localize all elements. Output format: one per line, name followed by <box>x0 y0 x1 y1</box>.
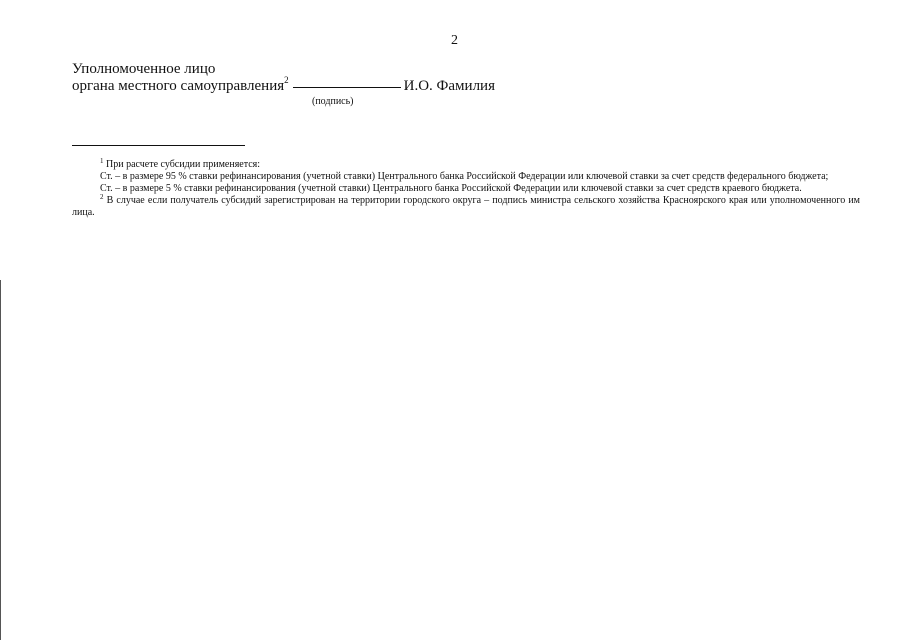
page-number: 2 <box>451 33 458 48</box>
footnote-1-item-regional: Ст. – в размере 5 % ставки рефинансирования (учетной ставки) Центрального банка Российской Федерации или ключевой ставки за счет средств краевого бюджета. <box>100 183 802 194</box>
footnote-1-item-federal: Ст. – в размере 95 % ставки рефинансирования (учетной ставки) Центрального банка Российской Федерации или ключевой ставки за счет средств федерального бюджета; <box>100 171 829 182</box>
footnotes <box>72 159 860 219</box>
footnote-1-intro-text: При расчете субсидии применяется: <box>106 159 261 170</box>
footnote-ref-2: 2 <box>284 75 289 85</box>
signatory-title-text: органа местного самоуправления <box>72 78 285 94</box>
footnote-1-marker: 1 <box>100 157 104 165</box>
scan-edge-line <box>0 280 1 640</box>
signature-blank-line <box>293 86 401 88</box>
signatory-title-line1: Уполномоченное лицо <box>72 61 216 77</box>
footnote-1-intro <box>72 159 860 171</box>
footnote-2 <box>72 195 860 219</box>
signature-caption: (подпись) <box>312 96 354 107</box>
footnote-2-text: В случае если получатель субсидий зарегистрирован на территории городского округа – подпись министра сельского хозяйства Красноярского края или уполномоченного им лица. <box>72 195 860 218</box>
footnote-separator <box>72 145 245 146</box>
signatory-name: И.О. Фамилия <box>403 78 495 94</box>
signatory-title-line2 <box>72 75 495 95</box>
footnote-2-marker: 2 <box>100 193 104 201</box>
signature-block <box>72 61 495 95</box>
